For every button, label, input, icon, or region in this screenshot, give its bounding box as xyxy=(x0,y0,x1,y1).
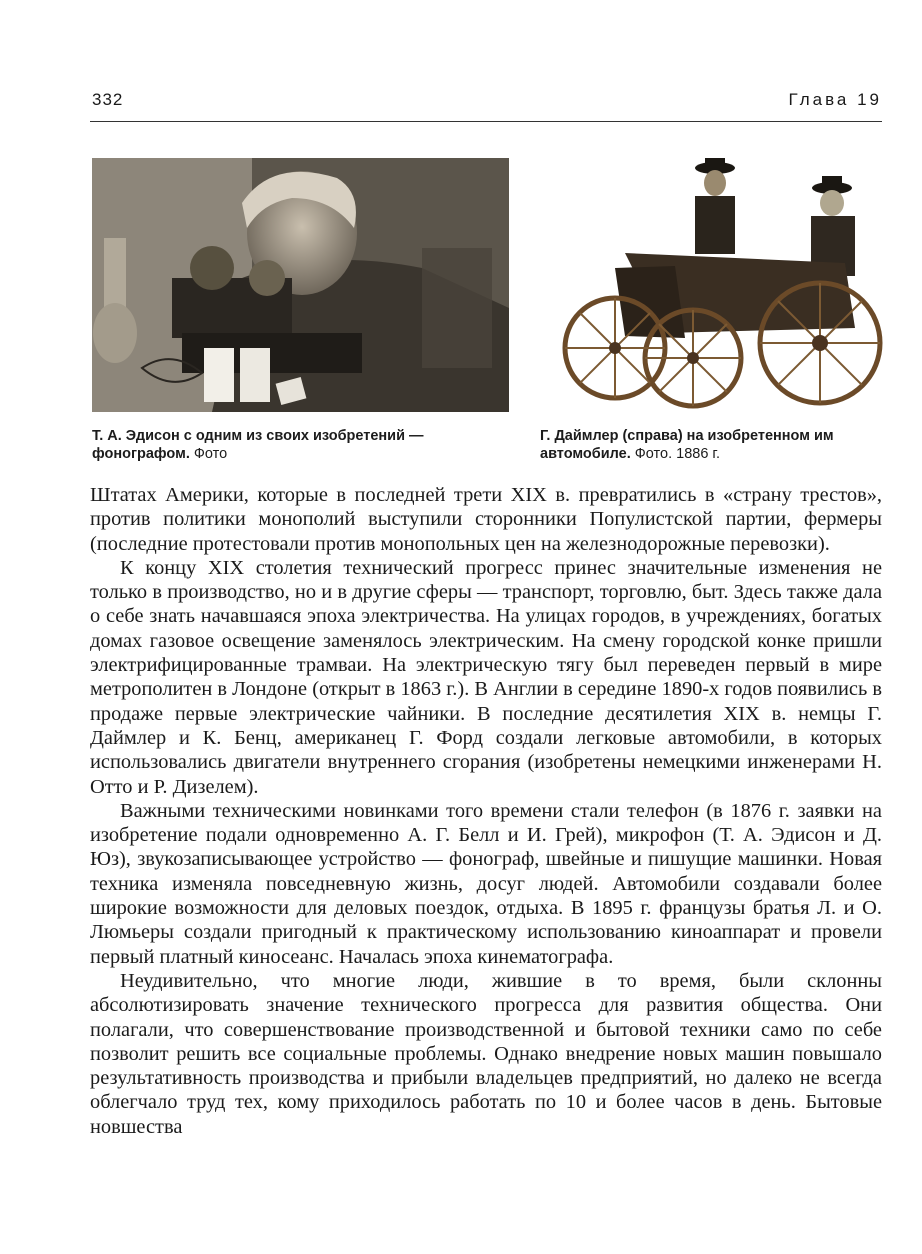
daimler-car-photo xyxy=(545,158,890,412)
daimler-caption xyxy=(540,427,890,463)
edison-caption-note: Фото xyxy=(189,446,228,462)
edison-caption-title: Т. А. Эдисон с одним из своих изобретений — фонографом. xyxy=(92,428,424,462)
paragraph: Важными техническими новинками того времени стали телефон (в 1876 г. заявки на изобретение подали одновременно А. Г. Белл и И. Грей), микрофон (Т. А. Эдисон и Д. Юз), звукозаписывающее устройство — фонограф, швейные и пишущие машинки. Новая техника изменяла повседневную жизнь, досуг людей. Автомобили создавали более широкие возможности для деловых поездок, отдыха. В 1895 г. французы братья Л. и О. Люмьеры создали пригодный к практическому использованию киноаппарат и провели первый платный киносеанс. Началась эпоха кинематографа. xyxy=(90,799,882,968)
daimler-caption-title: Г. Даймлер (справа) на изобретенном им автомобиле. xyxy=(540,428,834,462)
daimler-caption-note: Фото. 1886 г. xyxy=(630,446,720,462)
header-rule xyxy=(90,121,882,122)
chapter-title: Глава 19 xyxy=(788,90,882,109)
paragraph: Штатах Америки, которые в последней трети XIX в. превратились в «страну трестов», против политики монополий выступили сторонники Популистской партии, фермеры (последние протестовали против монопольных цен на железнодорожные перевозки). xyxy=(90,484,882,555)
edison-caption xyxy=(92,427,512,463)
paragraph: К концу XIX столетия технический прогресс принес значительные изменения не только в производство, но и в другие сферы — транспорт, торговлю, быт. Здесь также дала о себе знать начавшаяся эпоха электричества. На улицах городов, в учреждениях, богатых домах газовое освещение заменялось электрическим. На смену городской конке пришли электрифицированные трамваи. На электрическую тягу был переведен первый в мире метрополитен в Лондоне (открыт в 1863 г.). В Англии в середине 1890-х годов появились в продаже первые электрические чайники. В последние десятилетия XIX в. немцы Г. Даймлер и К. Бенц, американец Г. Форд создали легковые автомобили, в которых использовались двигатели внутреннего сгорания (изобретены немецкими инженерами Н. Отто и Р. Дизелем). xyxy=(90,556,882,798)
edison-photo xyxy=(92,158,509,412)
paragraph: Неудивительно, что многие люди, жившие в то время, были склонны абсолютизировать значение технического прогресса для развития общества. Они полагали, что совершенствование производственной и бытовой техники само по себе позволит решить все социальные проблемы. Однако внедрение новых машин повышало результативность производства и прибыли владельцев предприятий, но далеко не всегда облегчало труд тех, кому приходилось работать по 10 и более часов в день. Бытовые новшества xyxy=(90,969,882,1138)
page-number: 332 xyxy=(92,90,124,109)
body-text xyxy=(90,483,882,1139)
